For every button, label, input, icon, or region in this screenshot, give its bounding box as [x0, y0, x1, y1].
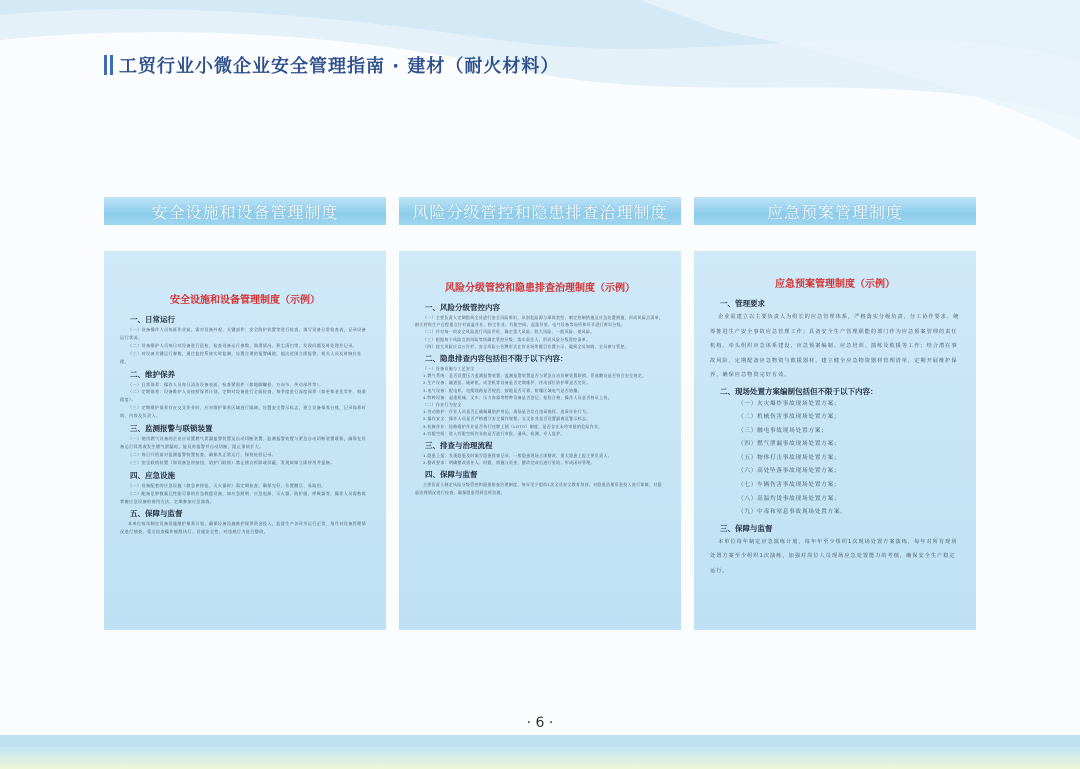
paragraph: （一）设备配套的应急设施（如急停按钮、灭火器材）需定期检查，确保完好、位置醒目、易取用。	[128, 482, 326, 488]
list-item: （二）机械伤害事故现场处置方案；	[738, 414, 841, 421]
paragraph: （一）日常保养：操作人员每日清洁设备表面，检查紧固件（如地脚螺栓、万向节、传动部件等）。	[128, 381, 324, 387]
panel-title: 风险分级管控和隐患排查治理制度（示例）	[445, 283, 635, 294]
footer-band	[0, 735, 1080, 769]
paragraph: 主要负责人制定风险分级管控和隐患排查治理制度，每年至少组织1次全员安全教育培训，对隐患治理资金投入进行保障，对隐患治理情况进行检查，确保隐患得到及时治理。	[415, 482, 662, 495]
section-heading: 三、监测报警与联锁装置	[130, 424, 213, 434]
section-heading: 二、维护保养	[130, 369, 175, 379]
paragraph: 3.检修作业：检修维护作业是否执行挂牌上锁（LOTO）制度，是否存在未经审批的危险作业。	[423, 423, 603, 429]
header-bars-icon	[104, 55, 113, 75]
page-number: · 6 ·	[526, 715, 554, 731]
paragraph: （四）较大风险应以公告栏、安全风险公告牌形式在作业场所醒目位置公示，做到全员知晓、全员参与管控。	[423, 343, 629, 349]
paragraph: 2.操作安全：操作人员是否严格遵守安全操作规程，交叉作业是否设置隔离及警示标志。	[423, 416, 591, 422]
section-heading: 二、现场处置方案编制包括但不限于以下内容：	[720, 386, 878, 396]
section-heading: 一、风险分级管控内容	[425, 303, 500, 312]
column-heading-safety-equipment: 安全设施和设备管理制度	[104, 197, 386, 225]
section-heading: 四、保障与监督	[425, 470, 478, 480]
list-item: （六）高处坠落事故现场处置方案；	[738, 468, 841, 475]
section-heading: 一、日常运行	[130, 315, 175, 324]
paragraph: （一）主要负责人定期组织全员进行安全风险辨识，识别危险源与事故类型，制定控制措施及应急处置措施，形成风险点清单，耐火材料生产过程重点针对高温作业、粉尘作业、有限空间、起重吊装、电气设备等场所和环节进行辨识分级。	[415, 315, 664, 328]
paragraph: 4.特种设备：起重机械、叉车、压力容器等特种设备是否登记、检验合格，操作人员是否持证上岗。	[423, 394, 613, 400]
paragraph: 本单位每年制定设备设施维护保养计划，确保设备设施维护保养资金投入，监督生产各环节运行正常，每月对设备管理情况进行抽查，重点检查操作规程执行、设施安全性、对违规行为进行整改。	[120, 521, 367, 535]
document-panel-safety-equipment	[104, 251, 386, 630]
footer-stripe	[0, 735, 1080, 747]
paragraph: 2.整改要求：明确整改责任人、时限、措施与资金，整改完成后进行验收，形成闭环管理。	[423, 460, 595, 466]
paragraph: （三）根据每个风险点的风险等级确定管控层级，落实责任人，形成风险分级管控清单。	[423, 336, 591, 342]
paragraph: 本单位每年制定应急演练计划，每年年至少组织1次现场处置方案演练，每年对所有现场处置方案至少组织1次演练，加强对岗位人员现场应急处置能力的考核，确保安全生产稳定运行。	[710, 538, 958, 574]
list-item: （一）火灾爆炸事故现场处置方案；	[738, 400, 841, 407]
section-heading: 五、保障与监督	[130, 509, 183, 519]
list-item: （九）中毒和窒息事故现场处置方案。	[738, 509, 847, 516]
paragraph: （二）设备维护人员每日对设备进行巡检，检查设备运行参数、润滑情况、积尘清扫等，发现问题及时处理并记录。	[128, 342, 358, 348]
paragraph: （二）配备足够数量且性能可靠的应急救援设备，如应急照明、应急电源、灭火器、防护服、呼吸器等，操作人员需熟练掌握应急设备的使用方法，定期参加应急演练。	[120, 490, 367, 504]
paragraph: （一）设备操作人员每班作业前，需对设备外观、关键部件、安全防护装置等进行检查，填写设备日常检查表，记录设备运行状况。	[120, 327, 367, 340]
paragraph: 3.电气设备：配电柜、电缆线路是否规范，接地是否可靠，防爆区域电气是否防爆。	[423, 387, 582, 393]
paragraph: （三）安全联锁装置（如设备急停按钮、防护门联锁）禁止擅自拆除或屏蔽，发现故障立即停用并报修。	[128, 459, 335, 465]
section-heading: 一、管理要求	[720, 299, 765, 308]
document-panel-emergency-plan	[694, 251, 976, 630]
section-heading: 三、保障与监督	[720, 523, 773, 533]
paragraph: （二）每日开机前对监测报警装置检查，确保其正常运行，保持检验记录。	[128, 451, 277, 457]
section-heading: 三、排查与治理流程	[425, 441, 493, 451]
column-heading-emergency-plan: 应急预案管理制度	[694, 197, 976, 225]
panel-title: 安全设施和设备管理制度（示例）	[170, 295, 320, 306]
document-panel-risk-control	[399, 251, 681, 630]
paragraph: （一）设备设施与工艺安全	[423, 366, 475, 372]
paragraph: （三）对设备关键运行参数，通过监控系统实时监测，设置合理的报警阈值，超出范围立即报警，相关人员及时响应处理。	[120, 350, 362, 364]
paragraph: 1.燃气系统：是否设置压力监测报警装置，监测报警装置是否与紧急自动切断装置联锁，管道敷设是否符合安全规定。	[423, 373, 647, 379]
section-heading: 四、应急设施	[130, 470, 175, 480]
paragraph: 4.有限空间：进入有限空间作业前是否进行审批、通风、检测、专人监护。	[423, 430, 565, 436]
list-item: （七）车辆伤害事故现场处置方案；	[738, 482, 841, 489]
paragraph: 1.隐患上报：发现隐患及时填写隐患排查记录，一般隐患现场立即整改，重大隐患上报主要负责人。	[423, 453, 613, 459]
panel-title: 应急预案管理制度（示例）	[775, 279, 895, 290]
list-item: （四）燃气泄漏事故现场处置方案；	[738, 441, 841, 448]
page-title: 工贸行业小微企业安全管理指南 · 建材（耐火材料）	[119, 56, 560, 77]
paragraph: （二）针对每一项安全风险进行风险评价，确定重大风险、较大风险、一般风险、低风险。	[423, 329, 595, 335]
paragraph: 2.生产设备：隧道窑、破碎机、成型机等设备是否定期维护，传动部位防护罩是否完好。	[423, 380, 591, 386]
list-item: （八）高温灼烫事故现场处置方案；	[738, 495, 841, 502]
paragraph: 1.劳动防护：作业人员是否正确佩戴防护用品，现场是否存在违章指挥、违章作业行为。	[423, 409, 591, 415]
paragraph: 企业需建立以主要负责人为组长的应急管理体系，严格落实分级负责，分工协作要求，统筹推进生产安全事故应急管理工作；具备安全生产管理职能的部门作为应急预案管理的责任机构，牵头组织应急体系建设、应急预案编制、应急培训、演练及救援等工作；结合潜在事故风险，定期配备应急物资与救援器材，建立健全应急物资器材管理清单，定期开展维护保养，确保应急物资完好有效。	[710, 314, 960, 378]
section-heading: 二、隐患排查内容包括但不限于以下内容：	[425, 354, 568, 364]
paragraph: （二）作业行为安全	[423, 402, 462, 408]
page-header	[104, 52, 559, 78]
paragraph: （三）定期维护保养存在交叉作业时，应对维护保养区域进行隔离，设置安全警示标志，建立设备保养台账，记录保养时间、内容及负责人。	[120, 405, 367, 419]
list-item: （三）触电事故现场处置方案；	[738, 427, 828, 434]
paragraph: （二）定期保养：设备维护人员按照保养计划，定期对设备进行全面检查，每季度进行深度保养（如更换老化零件、校准精度）。	[120, 389, 367, 403]
paragraph: （一）使用燃气设备的企业应设置燃气泄漏报警装置及自动切断装置，监测报警装置与紧急自动切断装置联锁，确保在设备运行异常或发生燃气泄漏时，能及时报警并自动切断，阻止事故扩大。	[120, 436, 367, 449]
column-heading-risk-control: 风险分级管控和隐患排查治理制度	[399, 197, 681, 225]
list-item: （五）物体打击事故现场处置方案；	[738, 454, 841, 461]
